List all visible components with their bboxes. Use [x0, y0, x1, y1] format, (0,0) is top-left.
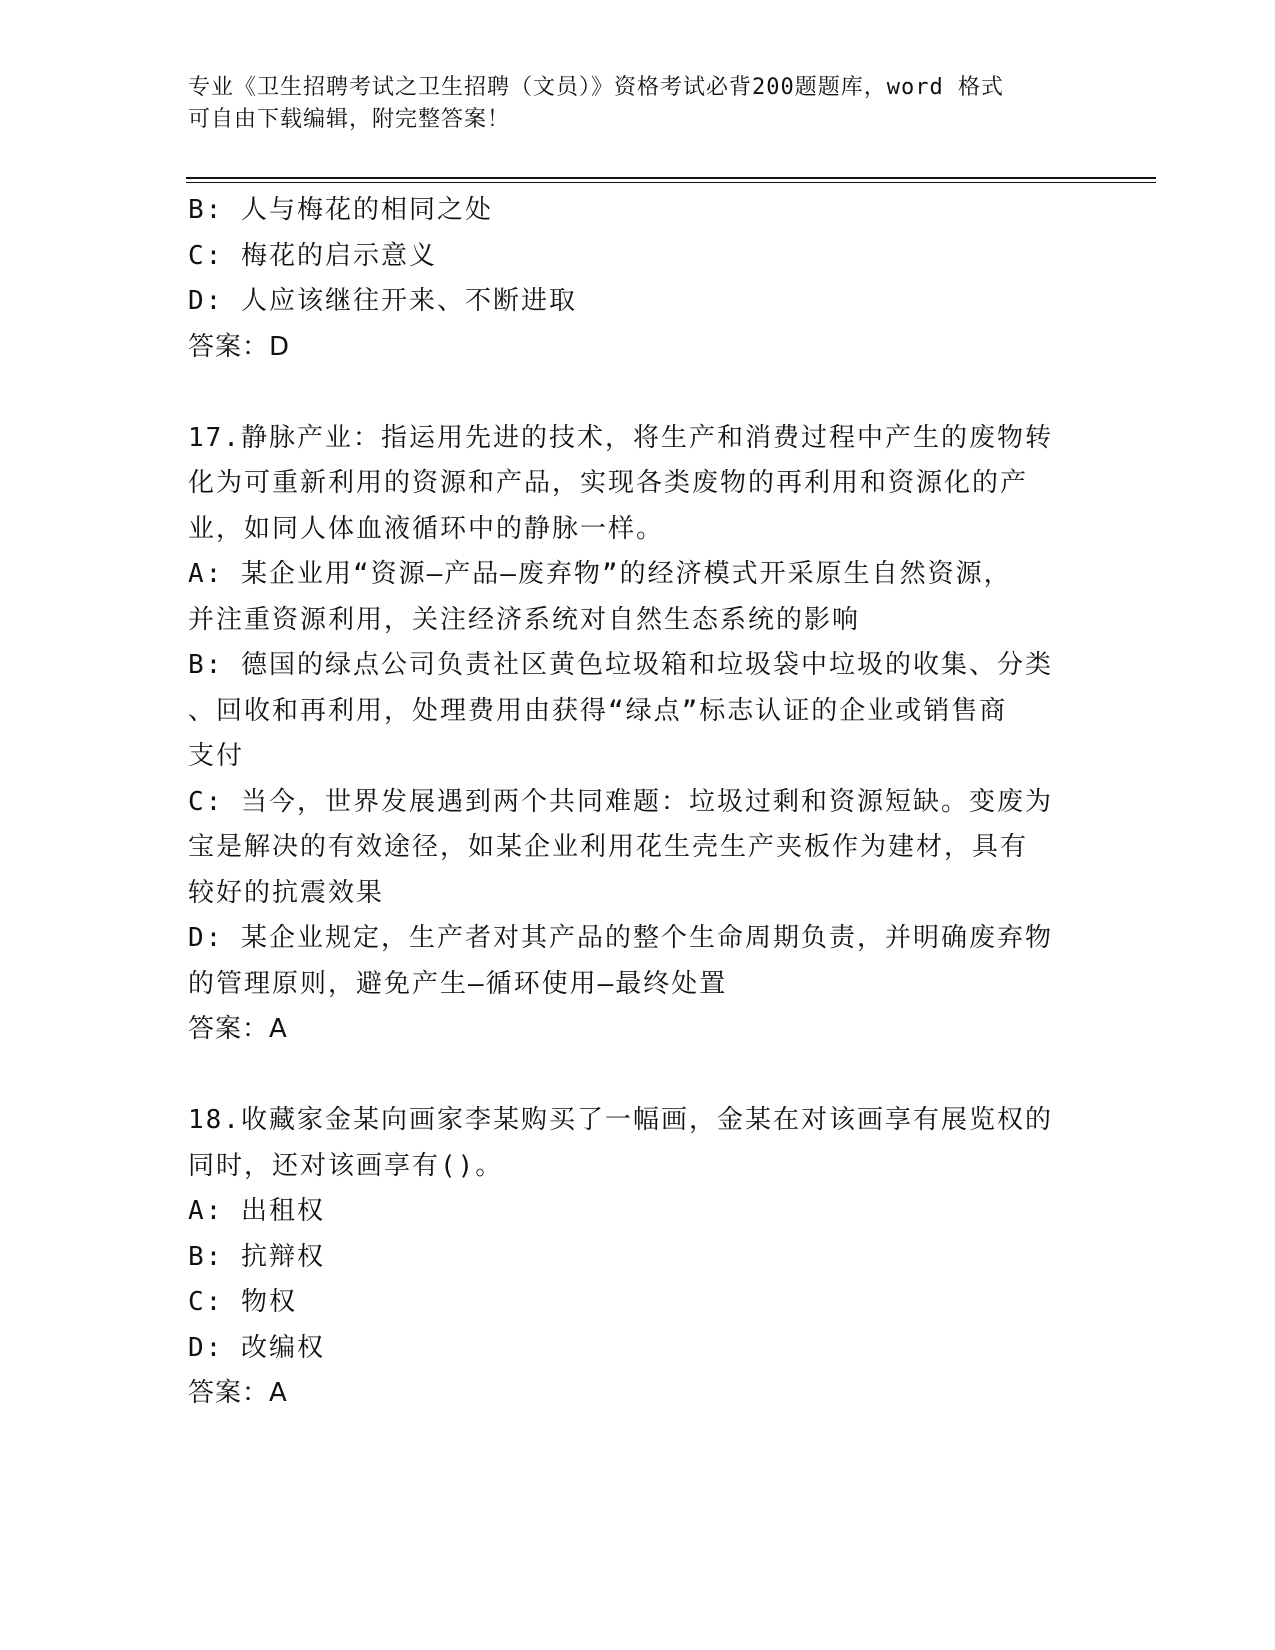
answer-line: 答案：A	[188, 1378, 288, 1408]
question-stem-line: 同时，还对该画享有()。	[188, 1150, 504, 1181]
question-18	[188, 1098, 1088, 1417]
option-c-line: C: 当今，世界发展遇到两个共同难题：垃圾过剩和资源短缺。变废为	[188, 786, 1053, 817]
question-17	[188, 416, 1088, 1053]
option-d-line: D: 某企业规定，生产者对其产品的整个生命周期负责，并明确废弃物	[188, 923, 1053, 953]
document-body	[188, 188, 1088, 1417]
option-d: D: 人应该继往开来、不断进取	[188, 286, 577, 316]
option-a-line: A: 某企业用“资源—产品—废弃物”的经济模式开采原生自然资源，	[188, 559, 1012, 589]
option-a-line: 并注重资源利用，关注经济系统对自然生态系统的影响	[188, 604, 861, 635]
header-divider-thin	[186, 182, 1156, 183]
option-c-line: 宝是解决的有效途径，如某企业利用花生壳生产夹板作为建材，具有	[188, 832, 1029, 862]
header-line-2: 可自由下载编辑，附完整答案！	[188, 107, 511, 132]
question-stem-line: 18.收藏家金某向画家李某购买了一幅画，金某在对该画享有展览权的	[188, 1105, 1053, 1135]
option-b: B: 人与梅花的相同之处	[188, 195, 493, 225]
option-c: C: 物权	[188, 1287, 297, 1317]
spacer	[188, 370, 1088, 416]
spacer	[188, 1053, 1088, 1099]
option-b-line: B: 德国的绿点公司负责社区黄色垃圾箱和垃圾袋中垃圾的收集、分类	[188, 650, 1053, 680]
question-stem-line: 化为可重新利用的资源和产品，实现各类废物的再利用和资源化的产	[188, 468, 1029, 498]
option-d-line: 的管理原则，避免产生—循环使用—最终处置	[188, 968, 728, 999]
question-stem-line: 17.静脉产业：指运用先进的技术，将生产和消费过程中产生的废物转	[188, 422, 1053, 453]
previous-question	[188, 188, 1088, 370]
option-a: A: 出租权	[188, 1196, 325, 1226]
answer-line: 答案：A	[188, 1014, 288, 1044]
option-b-line: 支付	[188, 741, 245, 771]
header-divider-thick	[186, 177, 1156, 179]
document-header	[188, 72, 1068, 136]
question-stem-line: 业，如同人体血液循环中的静脉一样。	[188, 513, 665, 544]
header-line-1: 专业《卫生招聘考试之卫生招聘（文员）》资格考试必背200题题库，word 格式	[188, 75, 1004, 100]
option-d: D: 改编权	[188, 1332, 325, 1363]
answer-line: 答案：D	[188, 331, 291, 362]
option-b-line: 、回收和再利用，处理费用由获得“绿点”标志认证的企业或销售商	[188, 695, 1008, 726]
option-b: B: 抗辩权	[188, 1241, 325, 1272]
option-c-line: 较好的抗震效果	[188, 877, 385, 908]
option-c: C: 梅花的启示意义	[188, 240, 437, 271]
